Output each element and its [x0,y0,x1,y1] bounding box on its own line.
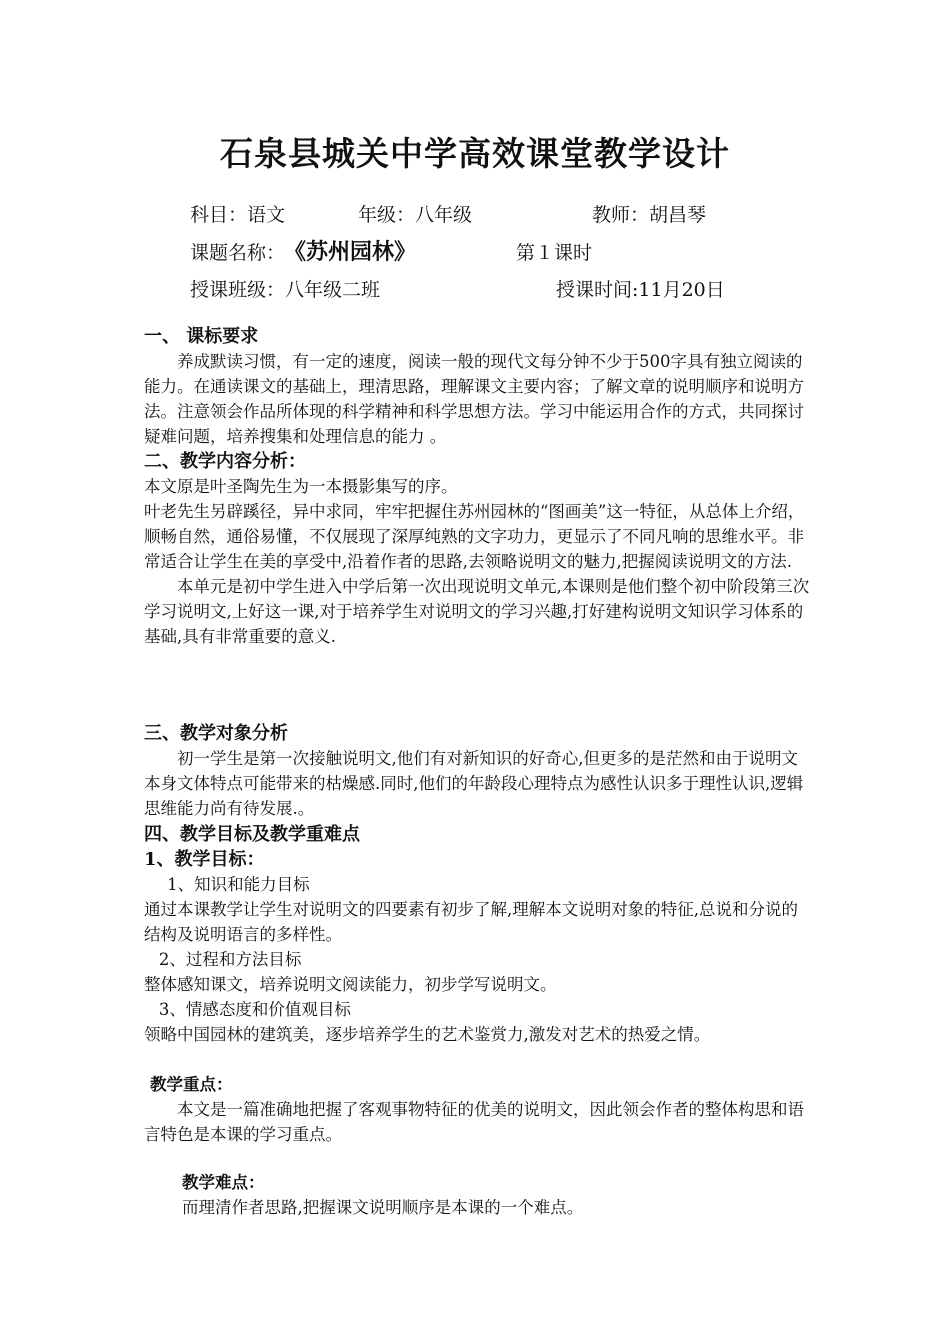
difficult-points-text: 而理清作者思路,把握课文说明顺序是本课的一个难点。 [182,1198,584,1217]
section-heading: 二、教学内容分析： [144,451,306,472]
section-standards [144,324,814,449]
key-points-text: 本文是一篇准确地把握了客观事物特征的优美的说明文，因此领会作者的整体构思和语言特色是本课的学习重点。 [144,1100,804,1144]
difficult-points [182,1170,814,1220]
section-paragraph: 初一学生是第一次接触说明文,他们有对新知识的好奇心,但更多的是茫然和由于说明文本身文体特点可能带来的枯燥感.同时,他们的年龄段心理特点为感性认识多于理性认识,逻辑思维能力尚有待发展.。 [144,749,804,818]
lesson-label: 课题名称： [190,242,286,264]
section-paragraph: 叶老先生另辟蹊径，异中求同，牢牢把握住苏州园林的“图画美”这一特征，从总体上介绍，顺畅自然，通俗易懂，不仅展现了深厚纯熟的文字功力，更显示了不同凡响的思维水平。非常适合让学生在美的享受中,沿着作者的思路,去领略说明文的魅力,把握阅读说明文的方法. [144,502,805,571]
time-field: 授课时间:11月20日 [556,279,725,301]
section-paragraph: 本单元是初中学生进入中学后第一次出现说明文单元,本课则是他们整个初中阶段第三次学习说明文,上好这一课,对于培养学生对说明文的学习兴趣,打好建构说明文知识学习体系的基础,具有非常重要的意义. [144,577,810,646]
section-objectives [144,822,814,1047]
section-heading: 一、 课标要求 [144,326,259,347]
class-field: 授课班级：八年级二班 [190,279,381,301]
key-points-heading: 教学重点： [150,1075,233,1094]
goal-text: 通过本课教学让学生对说明文的四要素有初步了解,理解本文说明对象的特征,总说和分说的结构及说明语言的多样性。 [144,900,798,944]
document-title: 石泉县城关中学高效课堂教学设计 [220,134,730,173]
subject-field: 科目：语文 [190,204,286,226]
section-heading: 三、教学对象分析 [144,723,288,744]
goal-title: 2、过程和方法目标 [158,950,302,969]
goal-title: 3、情感态度和价值观目标 [158,1000,351,1019]
period-field: 第１课时 [516,242,593,264]
goal-text: 领略中国园林的建筑美，逐步培养学生的艺术鉴赏力,激发对艺术的热爱之情。 [144,1025,711,1044]
key-points [144,1072,814,1147]
section-paragraph: 养成默读习惯，有一定的速度，阅读一般的现代文每分钟不少于500字具有独立阅读的能力。在通读课文的基础上，理清思路，理解课文主要内容；了解文章的说明顺序和说明方法。注意领会作品所体现的科学精神和科学思想方法。学习中能运用合作的方式，共同探讨疑难问题，培养搜集和处理信息的能力 。 [144,352,804,446]
section-student-analysis [144,721,814,821]
goal-title: 1、知识和能力目标 [167,875,310,894]
objectives-subheading: 1、教学目标： [144,849,265,870]
difficult-points-heading: 教学难点： [182,1173,265,1192]
section-heading: 四、教学目标及教学重难点 [144,824,360,845]
teacher-field: 教师：胡昌琴 [592,204,707,226]
lesson-title: 《苏州园林》 [284,239,417,265]
section-paragraph: 本文原是叶圣陶先生为一本摄影集写的序。 [144,477,458,496]
section-content-analysis [144,449,814,649]
goal-text: 整体感知课文，培养说明文阅读能力，初步学写说明文。 [144,975,557,994]
grade-field: 年级：八年级 [358,204,473,226]
